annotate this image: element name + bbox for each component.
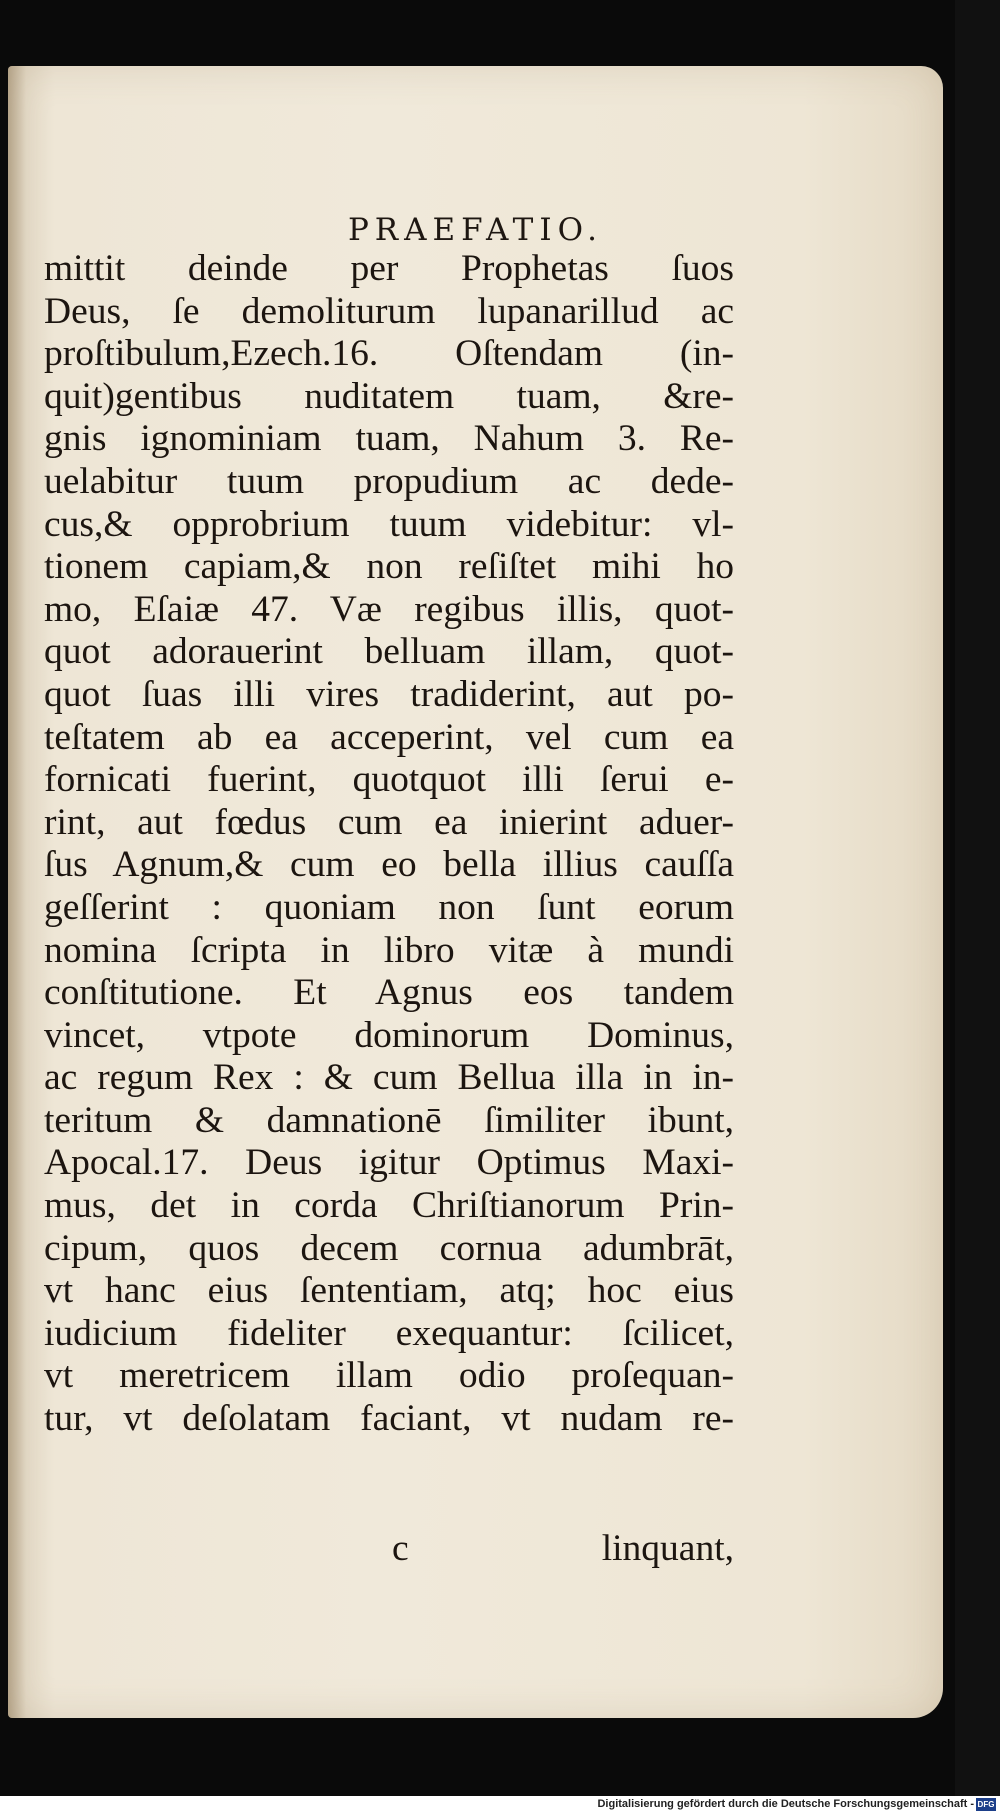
dfg-logo: DFG	[977, 1800, 995, 1809]
text-line: teritum & damnationē ſimiliter ibunt,	[44, 1099, 734, 1141]
text-line: tionem capiam,& non reſiſtet mihi ho	[44, 546, 734, 588]
text-line: vincet, vtpote dominorum Dominus,	[44, 1014, 734, 1056]
text-line: uelabitur tuum propudium ac dede-	[44, 460, 734, 502]
book-page	[8, 66, 943, 1718]
text-line: mo, Eſaiæ 47. Væ regibus illis, quot-	[44, 588, 734, 630]
text-line: quit)gentibus nuditatem tuam, &re-	[44, 375, 734, 417]
text-line: tur, vt deſolatam faciant, vt nudam re-	[44, 1398, 734, 1440]
text-line: gnis ignominiam tuam, Nahum 3. Re-	[44, 418, 734, 460]
text-line: mittit deinde per Prophetas ſuos	[44, 248, 734, 289]
catchline	[44, 1527, 734, 1569]
gutter-shadow	[8, 66, 26, 1718]
text-line: proſtibulum,Ezech.16. Oſtendam (in-	[44, 333, 734, 375]
text-line: fornicati fuerint, quotquot illi ſerui e-	[44, 759, 734, 801]
catchword: linquant,	[601, 1528, 734, 1569]
body-text	[44, 248, 734, 1441]
text-line: Apocal.17. Deus igitur Optimus Maxi-	[44, 1142, 734, 1184]
text-line: geſſerint : quoniam non ſunt eorum	[44, 886, 734, 928]
text-line: rint, aut fœdus cum ea inierint aduer-	[44, 801, 734, 843]
text-line: conſtitutione. Et Agnus eos tandem	[44, 972, 734, 1014]
text-line: nomina ſcripta in libro vitæ à mundi	[44, 929, 734, 971]
text-line: iudicium fideliter exequantur: ſcilicet,	[44, 1312, 734, 1354]
text-line: Deus, ſe demoliturum lupanarillud ac	[44, 290, 734, 332]
signature-mark: c	[392, 1528, 409, 1569]
text-line: cus,& opprobrium tuum videbitur: vl-	[44, 503, 734, 545]
text-line: quot adorauerint belluam illam, quot-	[44, 631, 734, 673]
scan-background-right	[955, 0, 1000, 1814]
text-line: quot ſuas illi vires tradiderint, aut po-	[44, 673, 734, 715]
text-line: cipum, quos decem cornua adumbrāt,	[44, 1227, 734, 1269]
text-line: mus, det in corda Chriſtianorum Prin-	[44, 1185, 734, 1227]
text-line: ac regum Rex : & cum Bellua illa in in-	[44, 1057, 734, 1099]
digitization-credit: Digitalisierung gefördert durch die Deutsche Forschungsgemeinschaft -	[597, 1798, 974, 1810]
running-head: PRAEFATIO.	[347, 212, 604, 248]
text-line: ſus Agnum,& cum eo bella illius cauſſa	[44, 844, 734, 886]
text-line: vt meretricem illam odio proſequan-	[44, 1355, 734, 1397]
text-line: teſtatem ab ea acceperint, vel cum ea	[44, 716, 734, 758]
text-line: vt hanc eius ſententiam, atq; hoc eius	[44, 1270, 734, 1312]
